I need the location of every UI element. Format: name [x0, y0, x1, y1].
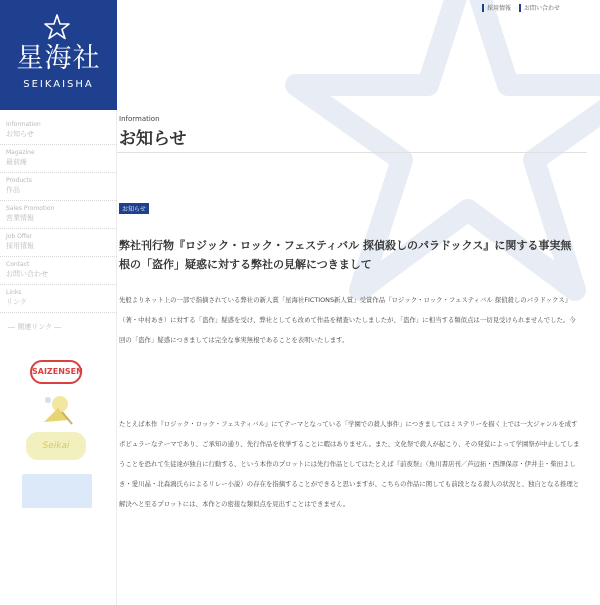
nav-item-jp: お問い合わせ: [6, 270, 48, 278]
nav-item-sales[interactable]: [0, 201, 117, 229]
nav-item-jp: お知らせ: [6, 130, 34, 138]
link-bar-icon: [482, 4, 484, 12]
article-title: 弊社刊行物『ロジック・ロック・フェスティバル 探偵殺しのパラドックス』に関する事実無根の「盗作」疑惑に対する弊社の見解につきまして: [119, 239, 572, 271]
top-link-contact[interactable]: [519, 3, 560, 12]
nav-item-en: Sales Promotion: [6, 205, 55, 212]
nav-item-en: Products: [6, 177, 32, 184]
banner-label: SAIZENSEN: [32, 367, 83, 376]
nav-item-products[interactable]: [0, 173, 117, 201]
logo[interactable]: [0, 0, 117, 110]
banner-label: Seikai: [42, 441, 70, 451]
nav-item-jp: 作品: [6, 186, 20, 194]
article-paragraph: 先般よりネット上の一部で指摘されている弊社の新人賞「星海社FICTIONS新人賞」受賞作品『ロジック・ロック・フェスティバル 探偵殺しのパラドックス』（著・中村あき）に対する「盗作」疑惑を受け、弊社としても改めて作品を精査いたしましたが、「盗作」に相当する類似点は一切見受けられませんでした。今回の「盗作」疑惑につきましては完全な事実無根であることを表明いたします。: [119, 296, 576, 344]
logo-star-icon: [44, 14, 70, 40]
top-link-label: お問い合わせ: [523, 5, 560, 12]
nav-item-job[interactable]: [0, 229, 117, 257]
article-paragraph: たとえば本作『ロジック・ロック・フェスティバル』にてテーマとなっている「学園での殺人事件」につきましてはミステリーを描く上では一大ジャンルを成すポピュラーなテーマであり、ご承知の通り、先行作品を枚挙することに暇はありません。また、文化祭で殺人が起こり、その発覚によって学園祭が中止してしまうことを恐れて生徒達が独自に行動する、という本作のプロットには先行作品としてはたとえば『前夜祭』（角川書店刊／芦辺拓・西澤保彦・伊井圭・柴田よしき・愛川晶・北森鴻氏らによるリレー小説）の存在を指摘することができると思いますが、こちらの作品に関しても前段となる殺人の状況と、独自となる推理と解決へと至るプロットには、本作との密接な類似点を見出すことはできません。: [119, 420, 580, 508]
logo-name-jp: 星海社: [16, 43, 101, 74]
nav-item-en: Information: [6, 121, 41, 128]
banner-section-title: ― 関連リンク ―: [8, 323, 62, 331]
nav-item-en: Links: [6, 289, 22, 296]
nav-item-en: Job Offer: [6, 233, 33, 240]
top-links: [482, 3, 560, 12]
divider: [117, 152, 587, 153]
nav-item-en: Contact: [6, 261, 30, 268]
logo-name-en: SEIKAISHA: [23, 79, 94, 90]
page-title: お知らせ: [119, 129, 187, 149]
nav-item-jp: 最前線: [6, 158, 27, 166]
top-link-label: 採用情報: [486, 5, 511, 12]
section-label: Information: [119, 115, 160, 123]
nav-item-en: Magazine: [6, 149, 35, 156]
banner-seikai[interactable]: [26, 432, 86, 460]
nav-item-links[interactable]: [0, 285, 117, 313]
banner-blue[interactable]: [22, 474, 92, 508]
nav-item-jp: リンク: [6, 298, 27, 306]
category-badge[interactable]: お知らせ: [119, 203, 149, 214]
nav-item-magazine[interactable]: [0, 145, 117, 173]
sidebar-nav: [0, 117, 117, 313]
banner-character-image[interactable]: [38, 392, 76, 426]
sidebar: [0, 0, 117, 605]
link-bar-icon: [519, 4, 521, 12]
nav-item-jp: 営業情報: [6, 214, 34, 222]
nav-item-jp: 採用情報: [6, 242, 34, 250]
banner-saizensen[interactable]: [30, 360, 82, 384]
nav-item-information[interactable]: [0, 117, 117, 145]
top-link-recruit[interactable]: [482, 3, 511, 12]
nav-item-contact[interactable]: [0, 257, 117, 285]
